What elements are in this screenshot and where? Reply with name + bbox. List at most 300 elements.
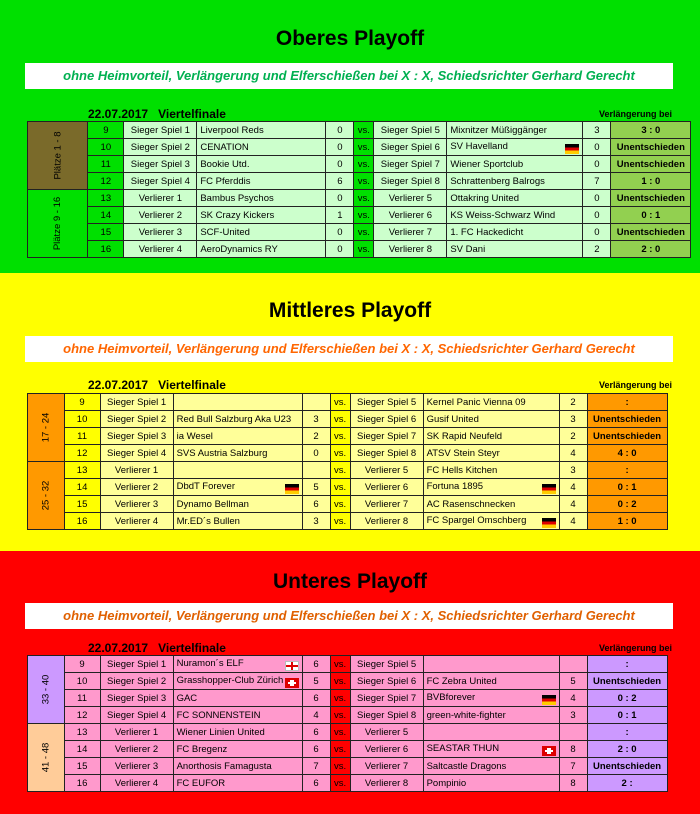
- game-number: [88, 139, 124, 156]
- home-team-text: Bookie Utd.: [200, 158, 250, 170]
- game-number: [64, 758, 100, 775]
- away-slot-text: Verlierer 5: [364, 464, 409, 476]
- away-slot: [350, 775, 423, 792]
- overtime-result-text: 0 : 2: [617, 692, 637, 704]
- away-score: [583, 139, 611, 156]
- away-team-text: FC Hells Kitchen: [426, 464, 498, 476]
- away-slot-text: Sieger Spiel 5: [357, 658, 417, 670]
- away-team-text: SV Dani: [450, 243, 486, 255]
- versus-text: vs.: [334, 760, 347, 772]
- home-slot: [124, 173, 197, 190]
- game-number: [64, 496, 100, 513]
- overtime-result: [587, 513, 667, 530]
- away-score: [559, 656, 587, 673]
- away-score: [559, 707, 587, 724]
- de-flag-icon: [565, 144, 579, 154]
- versus: [330, 758, 350, 775]
- game-number-text: 10: [76, 675, 88, 687]
- home-team: [173, 513, 302, 530]
- home-score: [302, 462, 330, 479]
- home-score: [302, 445, 330, 462]
- home-team-text: Mr.ED´s Bullen: [176, 515, 240, 527]
- overtime-result-text: 2 : 0: [641, 243, 661, 255]
- home-score: [302, 673, 330, 690]
- away-slot-text: Verlierer 6: [364, 743, 409, 755]
- game-number-text: 11: [100, 158, 111, 170]
- away-score-text: 8: [570, 777, 576, 789]
- away-team: [423, 394, 559, 411]
- game-number-text: 10: [100, 141, 112, 153]
- overtime-result-text: 2 :: [621, 777, 633, 789]
- home-score-text: 0: [337, 243, 343, 255]
- away-score: [583, 207, 611, 224]
- home-slot: [100, 741, 173, 758]
- away-score-text: 4: [570, 481, 576, 493]
- away-slot-text: Sieger Spiel 6: [357, 675, 417, 687]
- versus: [330, 479, 350, 496]
- versus: [354, 190, 374, 207]
- home-slot: [100, 394, 173, 411]
- overtime-result: [587, 741, 667, 758]
- home-score: [302, 690, 330, 707]
- home-score-text: 0: [337, 141, 343, 153]
- home-score-text: 3: [313, 515, 319, 527]
- game-number-text: 15: [76, 760, 88, 772]
- away-score: [559, 673, 587, 690]
- home-score-text: 6: [337, 175, 343, 187]
- away-score: [559, 496, 587, 513]
- away-team: [423, 775, 559, 792]
- ch-flag-icon: [285, 678, 299, 688]
- away-slot-text: Sieger Spiel 6: [380, 141, 440, 153]
- overtime-result-text: 0 : 1: [617, 709, 637, 721]
- home-slot-text: Verlierer 4: [138, 243, 182, 255]
- home-score: [326, 156, 354, 173]
- versus: [330, 394, 350, 411]
- overtime-result-text: :: [625, 464, 629, 476]
- home-score-text: 5: [313, 481, 319, 493]
- round-header: [88, 378, 226, 392]
- away-team: [447, 190, 583, 207]
- home-slot: [100, 513, 173, 530]
- home-score: [302, 394, 330, 411]
- away-score-text: 5: [570, 675, 576, 687]
- versus-text: vs.: [357, 158, 370, 170]
- home-slot: [124, 139, 197, 156]
- versus: [354, 156, 374, 173]
- home-team: [173, 673, 302, 690]
- game-number: [88, 241, 124, 258]
- versus-text: vs.: [334, 447, 347, 459]
- away-score: [559, 445, 587, 462]
- group-label: [28, 394, 65, 462]
- home-slot-text: Verlierer 1: [114, 726, 159, 738]
- game-number: [64, 445, 100, 462]
- panel-title: Mittleres Playoff: [268, 299, 432, 322]
- overtime-result: [587, 445, 667, 462]
- table-row: [28, 428, 668, 445]
- away-team: [423, 479, 559, 496]
- away-score-text: 2: [570, 430, 576, 442]
- away-score: [559, 479, 587, 496]
- away-slot: [350, 462, 423, 479]
- home-slot: [100, 775, 173, 792]
- away-slot-text: Sieger Spiel 8: [357, 447, 417, 459]
- home-slot-text: Verlierer 2: [114, 481, 159, 493]
- home-team: [197, 224, 326, 241]
- versus-text: vs.: [357, 175, 370, 187]
- versus-text: vs.: [334, 709, 347, 721]
- table-row: [28, 190, 691, 207]
- overtime-result: [587, 724, 667, 741]
- away-score-text: 7: [594, 175, 600, 187]
- home-slot: [100, 496, 173, 513]
- versus: [354, 241, 374, 258]
- table-row: [28, 758, 668, 775]
- game-number: [88, 173, 124, 190]
- home-team: [197, 173, 326, 190]
- en-flag-icon: [285, 661, 299, 671]
- home-score: [302, 741, 330, 758]
- versus: [354, 173, 374, 190]
- home-score-text: 2: [313, 430, 319, 442]
- away-slot: [374, 224, 447, 241]
- away-slot: [374, 190, 447, 207]
- overtime-result: [611, 190, 691, 207]
- home-score-text: 7: [313, 760, 319, 772]
- home-score-text: 0: [337, 158, 343, 170]
- away-score-text: 4: [570, 515, 576, 527]
- group-label: [28, 724, 65, 792]
- away-team-text: AC Rasenschnecken: [426, 498, 516, 510]
- away-team-text: 1. FC Hackedicht: [450, 226, 524, 238]
- away-team: [423, 462, 559, 479]
- away-slot: [350, 394, 423, 411]
- away-score-text: 3: [570, 413, 576, 425]
- home-team-text: SVS Austria Salzburg: [176, 447, 268, 459]
- home-team-text: DbdT Forever: [176, 480, 236, 492]
- versus-text: vs.: [357, 124, 370, 136]
- overtime-result: [587, 428, 667, 445]
- home-team-text: FC SONNENSTEIN: [176, 709, 261, 721]
- rules-banner: ohne Heimvorteil, Verlängerung und Elferschießen bei X : X, Schiedsrichter Gerhard Gerecht: [25, 63, 673, 89]
- away-score-text: 3: [570, 709, 576, 721]
- fixtures-table: [27, 393, 668, 530]
- home-team-text: Bambus Psychos: [200, 192, 274, 204]
- versus: [354, 224, 374, 241]
- overtime-result-text: :: [625, 396, 629, 408]
- game-number-text: 12: [76, 709, 88, 721]
- home-team: [173, 411, 302, 428]
- home-slot: [100, 479, 173, 496]
- away-score-text: 7: [570, 760, 576, 772]
- away-score: [559, 758, 587, 775]
- game-number-text: 15: [76, 498, 88, 510]
- home-team: [173, 479, 302, 496]
- overtime-result-text: Unentschieden: [593, 760, 662, 772]
- home-slot-text: Verlierer 3: [114, 760, 159, 772]
- versus-text: vs.: [334, 675, 347, 687]
- away-slot: [350, 690, 423, 707]
- versus: [330, 445, 350, 462]
- home-slot: [124, 190, 197, 207]
- table-row: [28, 462, 668, 479]
- away-score: [583, 241, 611, 258]
- overtime-result-text: 0 : 1: [617, 481, 637, 493]
- table-row: [28, 496, 668, 513]
- away-score: [559, 462, 587, 479]
- table-row: [28, 479, 668, 496]
- match-date: 22.07.2017: [88, 107, 149, 121]
- away-slot-text: Verlierer 6: [388, 209, 432, 221]
- home-slot: [100, 758, 173, 775]
- home-team: [173, 445, 302, 462]
- away-score: [559, 724, 587, 741]
- home-score: [326, 224, 354, 241]
- game-number: [64, 741, 100, 758]
- away-slot-text: Sieger Spiel 7: [357, 692, 417, 704]
- away-slot: [350, 479, 423, 496]
- away-slot-text: Verlierer 5: [388, 192, 432, 204]
- home-score-text: 0: [337, 226, 343, 238]
- game-number: [64, 775, 100, 792]
- away-team-text: Fortuna 1895: [426, 480, 484, 492]
- overtime-result-text: Unentschieden: [616, 226, 685, 238]
- home-score-text: 0: [313, 447, 319, 459]
- away-slot-text: Verlierer 7: [364, 760, 409, 772]
- table-row: [28, 513, 668, 530]
- away-slot: [374, 241, 447, 258]
- game-number: [64, 479, 100, 496]
- home-team: [197, 156, 326, 173]
- away-slot: [350, 758, 423, 775]
- home-score: [302, 707, 330, 724]
- overtime-result-text: 0 : 2: [617, 498, 637, 510]
- away-score-text: 0: [594, 141, 600, 153]
- group-label: [28, 122, 88, 190]
- home-score: [326, 190, 354, 207]
- away-slot-text: Sieger Spiel 6: [357, 413, 417, 425]
- group-label-text: 41 - 48: [40, 742, 52, 773]
- versus: [330, 690, 350, 707]
- home-team: [173, 394, 302, 411]
- away-slot: [350, 428, 423, 445]
- home-team: [173, 690, 302, 707]
- home-score-text: 0: [337, 192, 343, 204]
- home-team: [173, 741, 302, 758]
- table-row: [28, 224, 691, 241]
- home-score-text: 6: [313, 726, 319, 738]
- home-team: [173, 724, 302, 741]
- home-slot: [100, 445, 173, 462]
- versus: [330, 673, 350, 690]
- away-score: [559, 741, 587, 758]
- table-row: [28, 394, 668, 411]
- game-number: [64, 513, 100, 530]
- away-slot: [374, 156, 447, 173]
- home-slot: [100, 690, 173, 707]
- away-score: [559, 690, 587, 707]
- home-team-text: Wiener Linien United: [176, 726, 265, 738]
- away-score: [559, 428, 587, 445]
- away-team: [447, 122, 583, 139]
- overtime-result: [587, 496, 667, 513]
- round-name: Viertelfinale: [158, 107, 226, 121]
- round-header: [88, 641, 226, 655]
- home-score-text: 6: [313, 692, 319, 704]
- away-team-text: FC Zebra United: [426, 675, 497, 687]
- overtime-result-text: 3 : 0: [641, 124, 661, 136]
- home-slot-text: Sieger Spiel 1: [107, 396, 167, 408]
- home-team: [197, 190, 326, 207]
- away-score-text: 3: [594, 124, 600, 136]
- away-score: [559, 513, 587, 530]
- round-name: Viertelfinale: [158, 641, 226, 655]
- game-number-text: 11: [77, 692, 88, 704]
- home-team-text: AeroDynamics RY: [200, 243, 278, 255]
- away-score: [559, 775, 587, 792]
- away-score-text: 2: [570, 396, 576, 408]
- home-slot: [124, 207, 197, 224]
- home-slot: [124, 156, 197, 173]
- away-slot: [350, 496, 423, 513]
- home-team-text: FC Bregenz: [176, 743, 228, 755]
- home-slot: [100, 428, 173, 445]
- game-number: [88, 190, 124, 207]
- overtime-result: [587, 775, 667, 792]
- table-row: [28, 445, 668, 462]
- home-team-text: SK Crazy Kickers: [200, 209, 275, 221]
- away-team: [447, 207, 583, 224]
- overtime-result: [587, 479, 667, 496]
- home-team-text: Dynamo Bellman: [176, 498, 249, 510]
- away-slot-text: Verlierer 8: [364, 515, 409, 527]
- de-flag-icon: [542, 695, 556, 705]
- home-score: [326, 207, 354, 224]
- home-slot-text: Verlierer 1: [138, 192, 182, 204]
- overtime-result: [587, 656, 667, 673]
- home-slot: [100, 724, 173, 741]
- home-team-text: Liverpool Reds: [200, 124, 264, 136]
- home-slot-text: Sieger Spiel 3: [107, 430, 167, 442]
- home-slot-text: Sieger Spiel 1: [107, 658, 167, 670]
- versus-text: vs.: [334, 515, 347, 527]
- overtime-result: [587, 394, 667, 411]
- home-slot-text: Sieger Spiel 3: [130, 158, 190, 170]
- home-score: [302, 496, 330, 513]
- group-label-text: Plätze 9 - 16: [52, 196, 64, 251]
- home-slot: [100, 462, 173, 479]
- away-team: [423, 724, 559, 741]
- versus-text: vs.: [357, 141, 370, 153]
- overtime-result: [587, 673, 667, 690]
- home-score-text: 5: [313, 675, 319, 687]
- game-number-text: 10: [76, 413, 88, 425]
- overtime-result: [611, 207, 691, 224]
- game-number-text: 13: [76, 726, 88, 738]
- away-team-text: Wiener Sportclub: [450, 158, 524, 170]
- home-slot-text: Sieger Spiel 1: [130, 124, 190, 136]
- away-team: [447, 139, 583, 156]
- overtime-result: [611, 224, 691, 241]
- away-score: [559, 411, 587, 428]
- home-slot-text: Verlierer 4: [114, 777, 159, 789]
- away-score-text: 0: [594, 209, 600, 221]
- away-score-text: 0: [594, 158, 600, 170]
- away-score-text: 0: [594, 226, 600, 238]
- home-score-text: 6: [313, 658, 319, 670]
- game-number-text: 9: [79, 396, 85, 408]
- home-team-text: CENATION: [200, 141, 249, 153]
- home-slot: [124, 122, 197, 139]
- away-score-text: 4: [570, 498, 576, 510]
- versus: [330, 656, 350, 673]
- game-number-text: 14: [76, 481, 88, 493]
- table-row: [28, 173, 691, 190]
- home-score: [302, 411, 330, 428]
- away-score-text: 3: [570, 464, 576, 476]
- away-slot-text: Sieger Spiel 7: [380, 158, 440, 170]
- game-number: [64, 411, 100, 428]
- overtime-result-text: 1 : 0: [617, 515, 637, 527]
- game-number-text: 13: [76, 464, 88, 476]
- home-team-text: GAC: [176, 692, 198, 704]
- versus: [354, 139, 374, 156]
- away-slot: [350, 656, 423, 673]
- overtime-result: [611, 139, 691, 156]
- home-slot: [100, 411, 173, 428]
- home-slot-text: Verlierer 4: [114, 515, 159, 527]
- away-slot-text: Sieger Spiel 7: [357, 430, 417, 442]
- away-team: [423, 707, 559, 724]
- game-number: [88, 224, 124, 241]
- overtime-result: [587, 462, 667, 479]
- table-row: [28, 724, 668, 741]
- home-score: [326, 122, 354, 139]
- overtime-result: [587, 707, 667, 724]
- away-team-text: SEASTAR THUN: [426, 742, 500, 754]
- away-team: [447, 224, 583, 241]
- overtime-label: Verlängerung bei: [598, 643, 672, 653]
- de-flag-icon: [542, 518, 556, 528]
- home-slot: [124, 241, 197, 258]
- home-score: [302, 479, 330, 496]
- overtime-result: [611, 241, 691, 258]
- versus-text: vs.: [357, 192, 370, 204]
- away-slot: [350, 724, 423, 741]
- home-team-text: FC Pferddis: [200, 175, 251, 187]
- versus-text: vs.: [334, 692, 347, 704]
- game-number-text: 12: [76, 447, 88, 459]
- overtime-result-text: Unentschieden: [616, 192, 685, 204]
- away-slot: [350, 707, 423, 724]
- home-score: [302, 428, 330, 445]
- away-team-text: FC Spargel Omschberg: [426, 514, 527, 526]
- home-slot-text: Verlierer 1: [114, 464, 159, 476]
- away-score: [559, 394, 587, 411]
- group-label-text: 17 - 24: [40, 412, 52, 443]
- game-number: [88, 122, 124, 139]
- overtime-result-text: :: [625, 658, 629, 670]
- home-score-text: 0: [337, 124, 343, 136]
- away-team: [447, 241, 583, 258]
- away-score: [583, 156, 611, 173]
- overtime-result-text: 2 : 0: [617, 743, 637, 755]
- away-team-text: Pompinio: [426, 777, 467, 789]
- game-number: [64, 428, 100, 445]
- home-score-text: 6: [313, 777, 319, 789]
- home-slot-text: Sieger Spiel 2: [107, 675, 167, 687]
